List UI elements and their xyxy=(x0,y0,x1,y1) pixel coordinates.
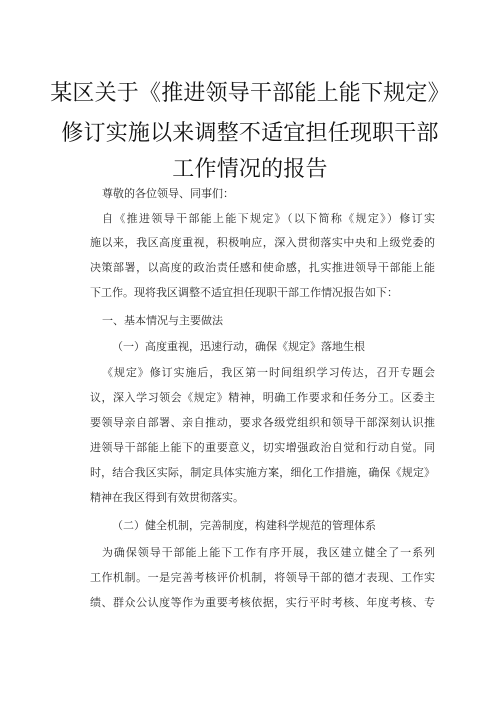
subsection-heading: （二）健全机制，完善制度，构建科学规范的管理体系 xyxy=(112,519,376,532)
paragraph-line: 要领导亲自部署、亲自推动，要求各级党组织和领导干部深刻认识推 xyxy=(90,416,435,429)
salutation: 尊敬的各位领导、同事们： xyxy=(102,187,234,200)
paragraph-line: 议，深入学习领会《规定》精神，明确工作要求和任务分工。区委主 xyxy=(90,391,435,404)
intro-line: 自《推进领导干部能上能下规定》（以下简称《规定》）修订实 xyxy=(102,212,435,225)
paragraph-line: 为确保领导干部能上能下工作有序开展，我区建立健全了一系列 xyxy=(102,546,435,559)
paragraph-line: 绩、群众公认度等作为重要考核依据，实行平时考核、年度考核、专 xyxy=(90,596,435,609)
paragraph-line: 时，结合我区实际，制定具体实施方案，细化工作措施，确保《规定》 xyxy=(90,466,435,479)
report-title-line-1: 某区关于《推进领导干部能上能下规定》 xyxy=(50,81,450,106)
subsection-heading: （一）高度重视，迅速行动，确保《规定》落地生根 xyxy=(112,340,365,353)
paragraph-line: 进领导干部能上能下的重要意义，切实增强政治自觉和行动自觉。同 xyxy=(90,441,435,454)
intro-line: 决策部署，以高度的政治责任感和使命感，扎实推进领导干部能上能 xyxy=(90,261,435,274)
section-heading: 一、基本情况与主要做法 xyxy=(102,314,223,327)
report-title-line-2: 修订实施以来调整不适宜担任现职干部 xyxy=(61,121,439,146)
paragraph-line: 工作机制。一是完善考核评价机制，将领导干部的德才表现、工作实 xyxy=(90,571,435,584)
intro-line: 施以来，我区高度重视，积极响应，深入贯彻落实中央和上级党委的 xyxy=(90,236,435,249)
report-title-line-3: 工作情况的报告 xyxy=(172,157,328,182)
paragraph-line: 精神在我区得到有效贯彻落实。 xyxy=(90,491,244,504)
paragraph-line: 《规定》修订实施后，我区第一时间组织学习传达，召开专题会 xyxy=(102,366,435,379)
intro-line: 下工作。现将我区调整不适宜担任现职干部工作情况报告如下： xyxy=(90,286,398,299)
